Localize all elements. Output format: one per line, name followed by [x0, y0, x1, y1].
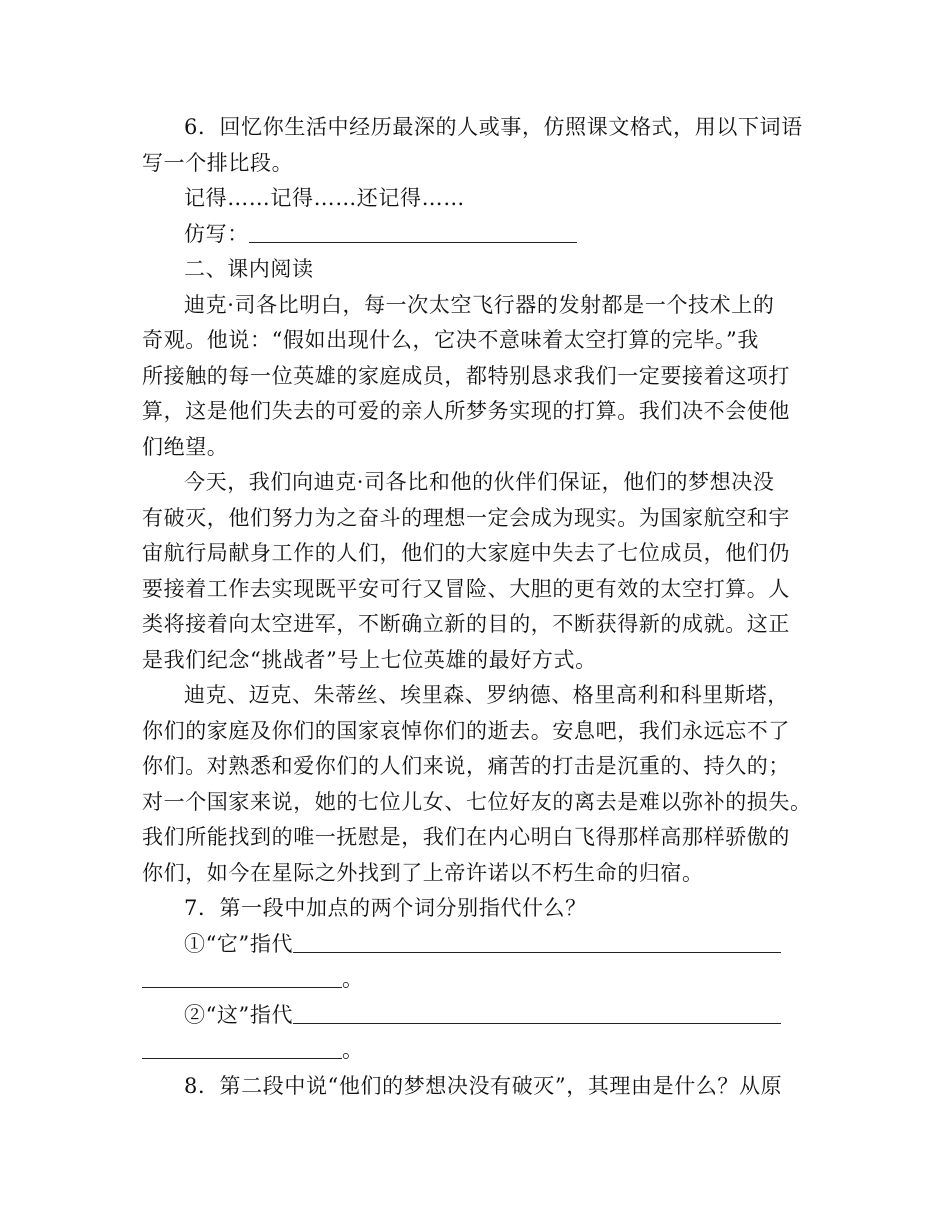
q7-item1-row [142, 927, 832, 963]
passage-p2-line: 类将接着向太空进军，不断确立新的目的，不断获得新的成就。这正 [142, 612, 790, 636]
passage-p2-line: 是我们纪念“挑战者”号上七位英雄的最好方式。 [142, 647, 597, 672]
passage-p2-line: 宙航行局献身工作的人们，他们的大家庭中失去了七位成员，他们仍 [142, 541, 790, 565]
passage-p3-line: 你们。对熟悉和爱你们的人们来说，痛苦的打击是沉重的、持久的； [142, 754, 790, 778]
q7-item2-blank-cont[interactable] [142, 1036, 342, 1059]
q7-item2-label: ②“这”指代 [184, 1002, 294, 1027]
q6-line1: 6．回忆你生活中经历最深的人或事，仿照课文格式，用以下词语 [184, 115, 803, 139]
passage-p3-line: 迪克、迈克、朱蒂丝、埃里森、罗纳德、格里高利和科里斯塔， [184, 683, 789, 707]
q7-item1-row-cont [142, 962, 832, 998]
q6-line2: 写一个排比段。 [142, 150, 294, 175]
q6-pattern: 记得……记得……还记得…… [184, 186, 465, 210]
imitate-answer-blank[interactable] [249, 220, 577, 243]
passage-p3-line: 我们所能找到的唯一抚慰是，我们在内心明白飞得那样高那样骄傲的 [142, 825, 790, 849]
passage-p2-line: 今天，我们向迪克·司各比和他的伙伴们保证，他们的梦想决没 [184, 470, 775, 494]
q7-item2-row [142, 998, 832, 1034]
q7-question: 7．第一段中加点的两个词分别指代什么？ [184, 896, 587, 920]
passage-p1-line: 迪克·司各比明白，每一次太空飞行器的发射都是一个技术上的 [184, 292, 775, 317]
section2-title: 二、课内阅读 [184, 257, 314, 281]
document-page [142, 110, 832, 1104]
passage-p3-line: 你们，如今在星际之外找到了上帝许诺以不朽生命的归宿。 [142, 860, 704, 885]
period: 。 [342, 1038, 364, 1062]
passage-p2-line: 要接着工作去实现既平安可行又冒险、大胆的更有效的太空打算。人 [142, 576, 790, 601]
passage-p1-line: 算，这是他们失去的可爱的亲人所梦务实现的打算。我们决不会使他 [142, 399, 790, 423]
passage-p3-line: 对一个国家来说，她的七位儿女、七位好友的离去是难以弥补的损失。 [142, 789, 812, 814]
passage-p1-line: 所接触的每一位英雄的家庭成员，都特别恳求我们一定要接着这项打 [142, 363, 790, 388]
q7-item1-label: ①“它”指代 [184, 931, 294, 956]
passage-p3-line: 你们的家庭及你们的国家哀悼你们的逝去。安息吧，我们永远忘不了 [142, 718, 790, 743]
passage-p1-line: 奇观。他说：“假如出现什么，它决不意味着太空打算的完毕。”我 [142, 328, 759, 352]
period: 。 [342, 967, 364, 991]
passage-p2-line: 有破灭，他们努力为之奋斗的理想一定会成为现实。为国家航空和宇 [142, 505, 790, 530]
q8-line1: 8．第二段中说“他们的梦想决没有破灭”，其理由是什么？从原 [184, 1073, 783, 1098]
imitate-label: 仿写： [184, 221, 249, 246]
q7-item1-blank[interactable] [293, 930, 781, 953]
q7-item2-blank[interactable] [293, 1001, 781, 1024]
passage-p1-line: 们绝望。 [142, 434, 229, 459]
q7-item1-blank-cont[interactable] [142, 965, 342, 988]
q6-imitate-row [142, 217, 832, 253]
q7-item2-row-cont [142, 1033, 832, 1069]
